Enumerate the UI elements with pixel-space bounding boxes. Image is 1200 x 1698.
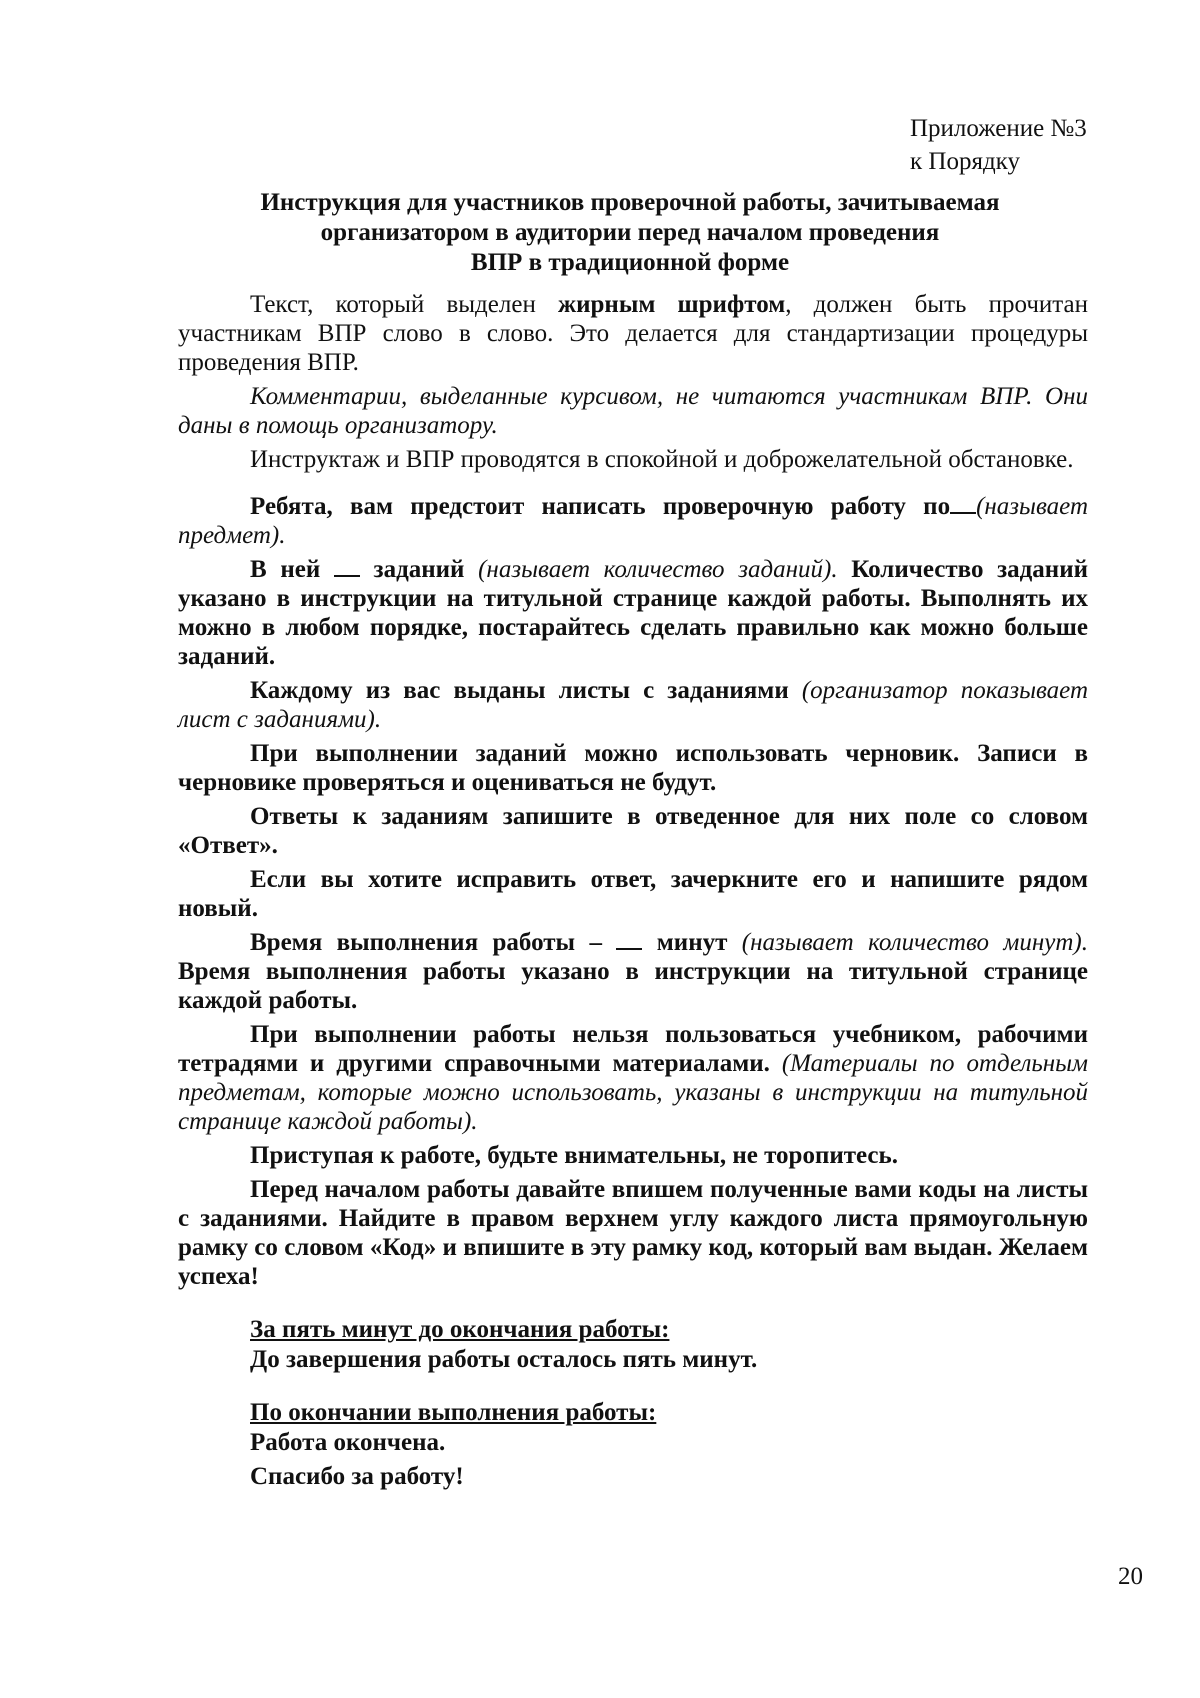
blank-line bbox=[950, 494, 976, 514]
intro-paragraph-1 bbox=[178, 290, 1088, 377]
intro-text-cont: , должен быть прочитан участникам ВПР слово в слово. Это делается для стандартизации процедуры проведения ВПР. bbox=[178, 291, 1088, 376]
script-paragraph-10: Перед началом работы давайте впишем полученные вами коды на листы с заданиями. Найдите в правом верхнем углу каждого листа прямоугольную рамку со словом «Код» и впишите в эту рамку код, который вам выдан. Желаем успеха! bbox=[178, 1176, 1088, 1290]
intro-paragraph-2: Комментарии, выделанные курсивом, не читаются участникам ВПР. Они даны в помощь организатору. bbox=[178, 383, 1088, 439]
script-bold: минут bbox=[656, 929, 728, 956]
script-italic: (называет количество минут). bbox=[741, 929, 1088, 956]
script-bold: Каждому из вас выданы листы с заданиями bbox=[250, 677, 789, 704]
intro-bold-text: жирным шрифтом bbox=[557, 291, 786, 318]
script-italic: (называет предмет). bbox=[178, 493, 1088, 549]
blank-line bbox=[334, 557, 360, 577]
end-line-2: Спасибо за работу! bbox=[250, 1463, 464, 1490]
script-bold: Количество заданий указано в инструкции на титульной странице каждой работы. Выполнять их можно в любом порядке, постарайтесь сделать правильно как можно больше заданий. bbox=[178, 556, 1088, 670]
end-line-1: Работа окончена. bbox=[250, 1429, 446, 1456]
script-paragraph-8 bbox=[178, 1020, 1088, 1136]
script-bold: Ребята, вам предстоит написать проверочную работу по bbox=[250, 493, 951, 520]
intro-paragraph-3: Инструктаж и ВПР проводятся в спокойной и доброжелательной обстановке. bbox=[250, 446, 1074, 473]
attachment-line-1: Приложение №3 bbox=[910, 115, 1087, 142]
end-heading bbox=[178, 1398, 1088, 1427]
document-title bbox=[178, 188, 1082, 278]
script-italic: (называет количество заданий). bbox=[478, 556, 838, 583]
script-paragraph-5: Ответы к заданиям запишите в отведенное для них поле со словом «Ответ». bbox=[178, 803, 1088, 859]
script-paragraph-2 bbox=[178, 555, 1088, 671]
script-paragraph-6: Если вы хотите исправить ответ, зачеркните его и напишите рядом новый. bbox=[178, 866, 1088, 922]
page-number: 20 bbox=[1118, 1563, 1143, 1590]
attachment-note bbox=[910, 112, 1087, 178]
script-paragraph-9: Приступая к работе, будьте внимательны, не торопитесь. bbox=[250, 1142, 898, 1169]
script-bold: В ней bbox=[250, 556, 321, 583]
section-heading: По окончании выполнения работы: bbox=[250, 1399, 657, 1426]
attachment-line-2: к Порядку bbox=[910, 148, 1020, 175]
five-minutes-heading bbox=[178, 1315, 1088, 1344]
script-paragraph-7 bbox=[178, 928, 1088, 1015]
intro-text: Текст, который выделен bbox=[250, 291, 558, 318]
script-italic: (организатор показывает лист с заданиями). bbox=[178, 677, 1089, 733]
script-italic: (Материалы по отдельным предметам, которые можно использовать, указаны в инструкции на титульной странице каждой работы). bbox=[178, 1050, 1089, 1135]
title-line-2: организатором в аудитории перед началом проведения bbox=[320, 219, 940, 246]
document-body bbox=[178, 290, 1088, 1496]
title-line-1: Инструкция для участников проверочной работы, зачитываемая bbox=[260, 189, 1000, 216]
blank-line bbox=[616, 930, 642, 950]
section-heading: За пять минут до окончания работы: bbox=[250, 1316, 670, 1343]
script-paragraph-3 bbox=[178, 676, 1088, 734]
script-bold: заданий bbox=[373, 556, 465, 583]
script-bold: Время выполнения работы указано в инструкции на титульной странице каждой работы. bbox=[178, 958, 1088, 1014]
script-bold: При выполнении работы нельзя пользоваться учебником, рабочими тетрадями и другими справочными материалами. bbox=[178, 1021, 1088, 1077]
title-line-3: ВПР в традиционной форме bbox=[470, 249, 790, 276]
five-minutes-text: До завершения работы осталось пять минут. bbox=[250, 1346, 758, 1373]
script-paragraph-1 bbox=[178, 492, 1088, 550]
script-paragraph-4: При выполнении заданий можно использовать черновик. Записи в черновике проверяться и оцениваться не будут. bbox=[178, 740, 1088, 796]
script-bold: Время выполнения работы – bbox=[250, 929, 602, 956]
